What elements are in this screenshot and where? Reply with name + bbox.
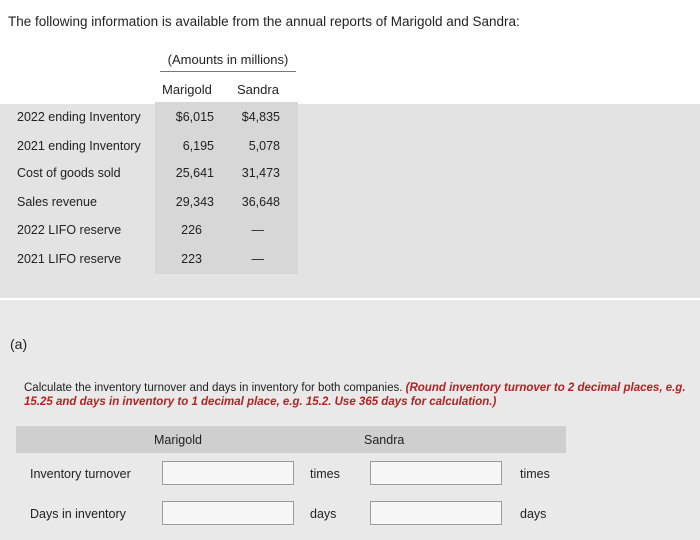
sandra-days-unit: days [520,507,547,521]
marigold-2022-ending-inventory: $6,015 [175,110,214,124]
data-band [0,104,700,298]
sandra-inventory-turnover-input[interactable] [370,461,502,485]
marigold-2021-ending-inventory: 6,195 [182,139,214,153]
sandra-days-in-inventory-input[interactable] [370,501,502,525]
row-label-2021-lifo-reserve: 2021 LIFO reserve [17,252,122,266]
marigold-days-unit: days [310,507,337,521]
marigold-cost-of-goods-sold: 25,641 [175,166,214,180]
marigold-2021-lifo-reserve: 223 [181,252,202,266]
sandra-2022-ending-inventory: $4,835 [241,110,280,124]
part-label: (a) [10,336,28,352]
inventory-turnover-label: Inventory turnover [30,467,131,481]
sandra-2021-lifo-reserve: — [251,252,264,266]
column-header-sandra: Sandra [237,82,279,97]
row-label-cost-of-goods-sold: Cost of goods sold [17,166,121,180]
row-label-2021-ending-inventory: 2021 ending Inventory [17,139,141,153]
row-label-2022-lifo-reserve: 2022 LIFO reserve [17,223,122,237]
answer-header-marigold: Marigold [154,433,202,447]
instructions-main: Calculate the inventory turnover and days in inventory for both companies. [24,382,403,394]
column-header-marigold: Marigold [162,82,212,97]
marigold-2022-lifo-reserve: 226 [181,223,202,237]
days-in-inventory-label: Days in inventory [30,507,126,521]
sandra-2022-lifo-reserve: — [251,223,264,237]
answer-header-bar [16,426,566,453]
answer-header-sandra: Sandra [364,433,405,447]
row-label-sales-revenue: Sales revenue [17,195,97,209]
amounts-header: (Amounts in millions) [160,52,296,72]
sandra-turnover-unit: times [520,467,550,481]
sandra-2021-ending-inventory: 5,078 [248,139,280,153]
marigold-turnover-unit: times [310,467,340,481]
sandra-cost-of-goods-sold: 31,473 [241,166,280,180]
sandra-sales-revenue: 36,648 [241,195,280,209]
marigold-sales-revenue: 29,343 [175,195,214,209]
instructions [24,381,696,409]
marigold-inventory-turnover-input[interactable] [162,461,294,485]
intro-text: The following information is available from the annual reports of Marigold and Sandra: [8,14,520,29]
marigold-days-in-inventory-input[interactable] [162,501,294,525]
shaded-column [155,102,298,274]
row-label-2022-ending-inventory: 2022 ending Inventory [17,110,141,124]
instructions-rounding-note: (Round inventory turnover to 2 decimal places, e.g. 15.25 and days in inventory to 1 decimal place, e.g. 15.2. Use 365 days for calculation.) [24,382,686,408]
